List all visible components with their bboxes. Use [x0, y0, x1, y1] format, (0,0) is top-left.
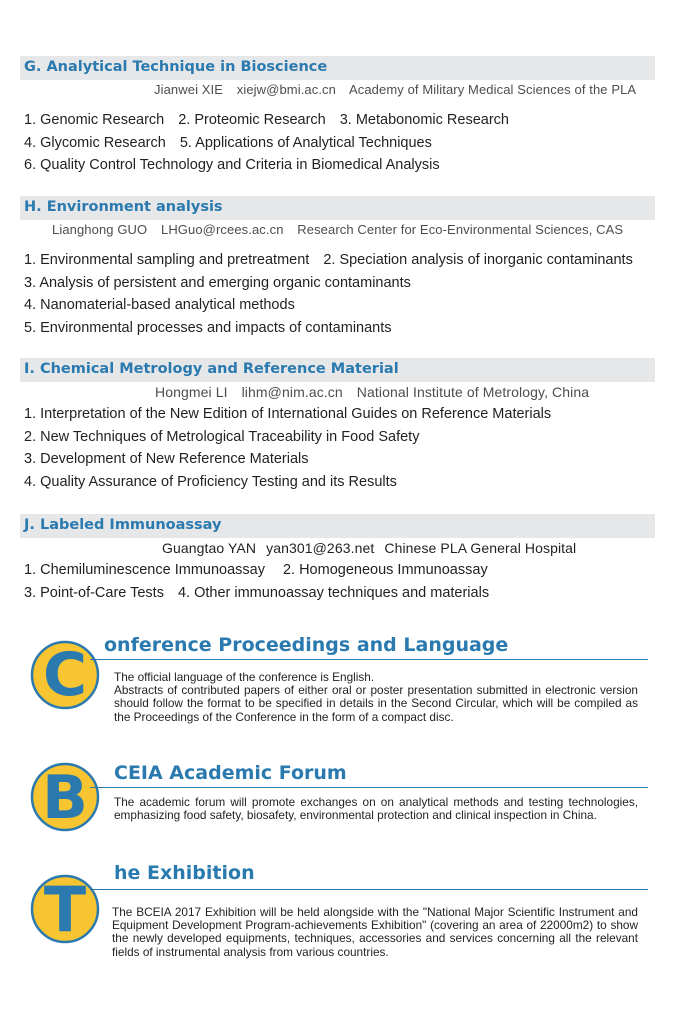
title-underline: [90, 889, 648, 890]
topic-item: 6. Quality Control Technology and Criteria in Biomedical Analysis: [24, 157, 440, 173]
topic-list: [24, 559, 503, 604]
info-title: onference Proceedings and Language: [104, 634, 509, 656]
session-header: [20, 514, 655, 538]
session-header: [20, 358, 655, 382]
contact-affiliation: Research Center for Eco-Environmental Sciences, CAS: [297, 222, 624, 237]
contact-affiliation: Chinese PLA General Hospital: [384, 540, 577, 556]
topic-line: [24, 132, 523, 155]
session-title: H. Environment analysis: [24, 199, 223, 215]
title-underline: [90, 659, 648, 660]
topic-item: 2. New Techniques of Metrological Traceability in Food Safety: [24, 428, 420, 445]
topic-item: 3. Analysis of persistent and emerging organic contaminants: [24, 274, 411, 291]
info-title: CEIA Academic Forum: [114, 762, 347, 784]
info-text: [114, 671, 638, 724]
topic-list: [24, 109, 523, 177]
session-g: [20, 56, 655, 173]
session-contact: [52, 222, 633, 237]
session-h: [20, 196, 655, 336]
badge-letter: T: [43, 874, 87, 944]
topic-line: [24, 249, 647, 272]
session-contact: [154, 82, 646, 97]
topic-line: [24, 154, 523, 177]
session-header: [20, 56, 655, 80]
contact-name: Jianwei XIE: [154, 82, 224, 97]
topic-item: 1. Environmental sampling and pretreatment: [24, 252, 310, 268]
topic-line: [24, 317, 647, 340]
session-header: [20, 196, 655, 220]
session-title: I. Chemical Metrology and Reference Material: [24, 361, 399, 377]
letter-b-badge: [30, 762, 100, 832]
letter-c-badge: [30, 640, 100, 710]
topic-item: 1. Interpretation of the New Edition of International Guides on Reference Materials: [24, 406, 552, 422]
topic-item: 3. Development of New Reference Materials: [24, 451, 309, 467]
topic-list: [24, 403, 565, 493]
topic-line: [24, 294, 647, 317]
topic-line: [24, 109, 523, 132]
topic-item: 3. Point-of-Care Tests: [24, 584, 164, 601]
badge-letter: C: [42, 640, 88, 710]
topic-item: 5. Environmental processes and impacts of contaminants: [24, 319, 392, 336]
session-contact: [155, 384, 599, 400]
info-paragraph: The BCEIA 2017 Exhibition will be held alongside with the "National Major Scientific Instrument and Equipment Development Program-achievements Exhibition" (covering an area of 22000m2) to show the newly developed equipments, techniques, accessories and services concerning all the relevant fields of instrumental analysis from various countries.: [112, 905, 638, 959]
topic-line: [24, 403, 565, 426]
topic-item: 4. Other immunoassay techniques and materials: [177, 584, 490, 601]
contact-name: Hongmei LI: [155, 384, 228, 400]
topic-item: 3. Metabonomic Research: [339, 112, 509, 128]
contact-email[interactable]: lihm@nim.ac.cn: [241, 384, 343, 400]
session-contact: [162, 540, 586, 556]
contact-name: Lianghong GUO: [52, 222, 148, 237]
session-title: G. Analytical Technique in Bioscience: [24, 59, 328, 75]
topic-list: [24, 249, 647, 339]
topic-item: 2. Homogeneous Immunoassay: [282, 562, 488, 578]
session-title: J. Labeled Immunoassay: [24, 517, 222, 533]
contact-email[interactable]: yan301@263.net: [266, 540, 375, 556]
topic-item: 2. Proteomic Research: [178, 112, 326, 128]
info-block-forum: [30, 758, 648, 858]
info-paragraph: Abstracts of contributed papers of either oral or poster presentation submitted in electronic version should follow the format to be specified in details in the Second Circular, which will be compiled as the Proceedings of the Conference in the form of a compact disc.: [114, 683, 638, 724]
topic-item: 1. Chemiluminescence Immunoassay: [24, 562, 265, 578]
contact-email[interactable]: LHGuo@rcees.ac.cn: [160, 222, 284, 237]
topic-line: [24, 582, 503, 605]
contact-email[interactable]: xiejw@bmi.ac.cn: [236, 82, 336, 97]
info-title: he Exhibition: [114, 862, 255, 884]
badge-letter: B: [42, 763, 88, 832]
session-i: [20, 358, 655, 490]
info-paragraph: The official language of the conference is English.: [114, 670, 375, 684]
contact-affiliation: National Institute of Metrology, China: [356, 384, 590, 400]
topic-line: [24, 559, 503, 582]
topic-item: 4. Nanomaterial-based analytical methods: [24, 297, 295, 313]
topic-item: 4. Quality Assurance of Proficiency Testing and its Results: [24, 473, 397, 490]
contact-name: Guangtao YAN: [162, 540, 257, 556]
topic-line: [24, 272, 647, 295]
letter-t-badge: [30, 874, 100, 944]
session-j: [20, 514, 655, 601]
topic-line: [24, 426, 565, 449]
topic-line: [24, 448, 565, 471]
info-block-proceedings: [30, 630, 648, 750]
info-paragraph: The academic forum will promote exchanges on on analytical methods and testing technologies, emphasizing food safety, biosafety, environmental protection and clinical inspection in China.: [114, 795, 638, 823]
info-block-exhibition: [30, 860, 648, 995]
info-text: [112, 906, 638, 959]
topic-item: 5. Applications of Analytical Techniques: [179, 134, 432, 151]
info-text: [114, 796, 638, 822]
topic-item: 1. Genomic Research: [24, 112, 165, 128]
contact-affiliation: Academy of Military Medical Sciences of the PLA: [348, 82, 637, 97]
title-underline: [90, 787, 648, 788]
topic-item: 2. Speciation analysis of inorganic contaminants: [323, 252, 633, 268]
topic-item: 4. Glycomic Research: [24, 134, 166, 151]
topic-line: [24, 471, 565, 494]
